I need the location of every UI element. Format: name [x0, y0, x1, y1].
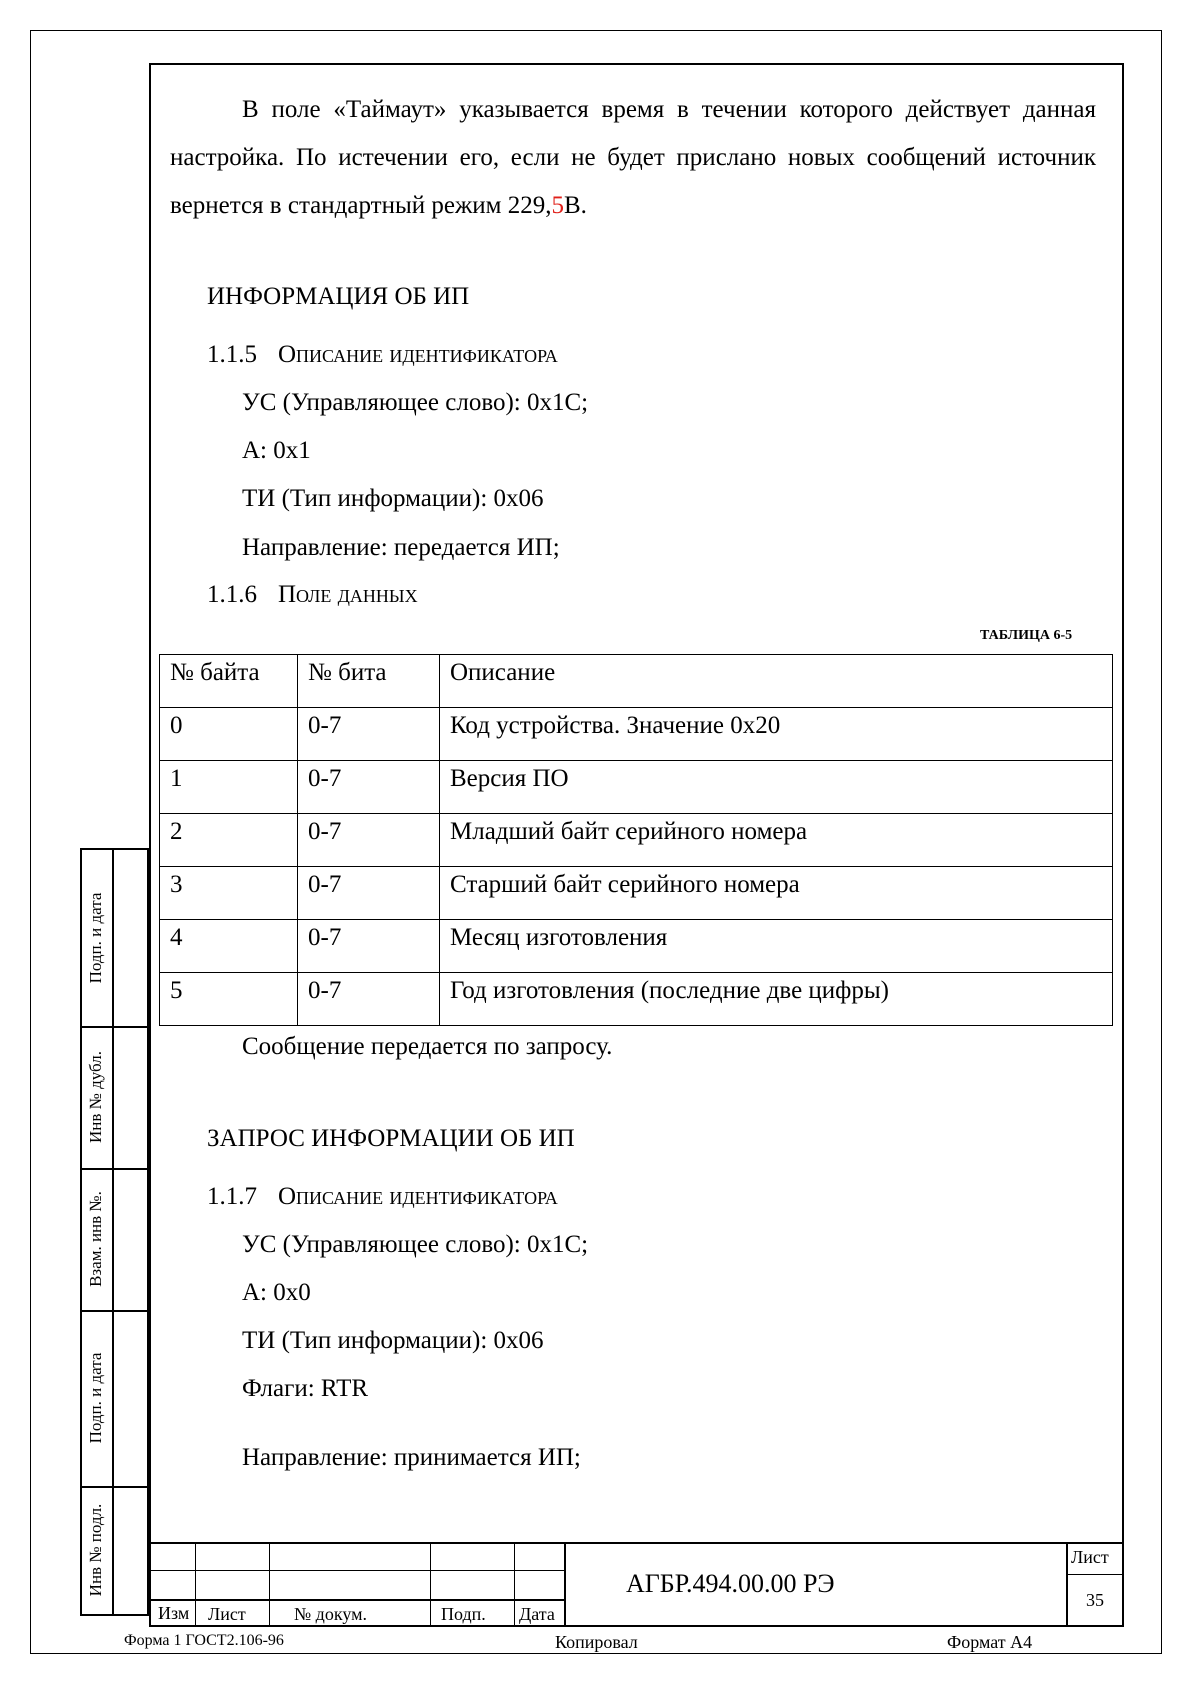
table-cell: Младший байт серийного номера	[440, 814, 1113, 867]
table-cell: 0-7	[298, 973, 440, 1026]
table-cell: 5	[160, 973, 298, 1026]
table-cell: 0-7	[298, 761, 440, 814]
section1-line-3: ТИ (Тип информации): 0x06	[242, 485, 544, 512]
stamp-col-izm: Изм	[158, 1603, 190, 1623]
side-strip	[80, 848, 149, 1616]
side-label-inv-dubl: Инв № дубл.	[86, 1051, 105, 1144]
table-row	[160, 761, 1113, 814]
intro-red-digit: 5	[551, 192, 564, 219]
side-label-sign-date-2: Подп. и дата	[86, 1352, 105, 1444]
sheet-number: 35	[1086, 1590, 1104, 1610]
table-header-cell: № байта	[160, 655, 298, 708]
table-cell: 4	[160, 920, 298, 973]
section2-line-3: ТИ (Тип информации): 0x06	[242, 1327, 544, 1354]
section2-direction: Направление: принимается ИП;	[242, 1444, 581, 1471]
section2-heading: ЗАПРОС ИНФОРМАЦИИ ОБ ИП	[207, 1125, 575, 1152]
section1-heading: ИНФОРМАЦИЯ ОБ ИП	[207, 283, 470, 310]
stamp-col-list: Лист	[208, 1604, 246, 1624]
table-cell: 0-7	[298, 867, 440, 920]
section1-sub1-number: 1.1.5	[207, 341, 257, 368]
section2-sub-number: 1.1.7	[207, 1183, 257, 1210]
table-row	[160, 708, 1113, 761]
side-label-sign-date-1: Подп. и дата	[86, 892, 105, 984]
stamp-col-sign: Подп.	[441, 1604, 486, 1624]
section1-line-4: Направление: передается ИП;	[242, 534, 560, 561]
data-table	[159, 654, 1113, 1026]
document-code: АГБР.494.00.00 РЭ	[626, 1569, 835, 1598]
section2-sub-title: Описание идентификатора	[278, 1183, 558, 1210]
section1-sub2-number: 1.1.6	[207, 581, 257, 608]
title-block	[149, 1542, 1124, 1627]
table-cell: Месяц изготовления	[440, 920, 1113, 973]
table-row	[160, 867, 1113, 920]
intro-text-end: В.	[563, 192, 587, 219]
table-cell: 2	[160, 814, 298, 867]
table-cell: 0	[160, 708, 298, 761]
side-label-vzam-inv: Взам. инв №.	[86, 1191, 105, 1287]
table-cell: 0-7	[298, 920, 440, 973]
table-cell: 1	[160, 761, 298, 814]
table-row	[160, 920, 1113, 973]
sheet-label: Лист	[1071, 1547, 1109, 1567]
table-cell: Версия ПО	[440, 761, 1113, 814]
table-cell: 0-7	[298, 814, 440, 867]
table-caption: ТАБЛИЦА 6-5	[980, 628, 1073, 643]
stamp-col-doc: № докум.	[294, 1604, 367, 1624]
intro-paragraph	[170, 86, 1096, 230]
table-header-row	[160, 655, 1113, 708]
section1-note: Сообщение передается по запросу.	[242, 1033, 613, 1060]
table-header-cell: Описание	[440, 655, 1113, 708]
table-row	[160, 973, 1113, 1026]
intro-text: В поле «Таймаут» указывается время в течении которого действует данная настройка. По истечении его, если не будет прислано новых сообщений источник вернется в стандартный режим 229,	[170, 96, 1096, 219]
section1-sub1-title: Описание идентификатора	[278, 341, 558, 368]
section2-line-2: А: 0x0	[242, 1279, 311, 1306]
table-cell: Код устройства. Значение 0x20	[440, 708, 1113, 761]
section1-line-2: А: 0x1	[242, 437, 311, 464]
stamp-col-date: Дата	[519, 1604, 555, 1624]
section2-line-1: УС (Управляющее слово): 0x1C;	[242, 1231, 589, 1258]
section1-line-1: УС (Управляющее слово): 0x1C;	[242, 389, 589, 416]
table-row	[160, 814, 1113, 867]
side-label-inv-podl: Инв № подл.	[86, 1503, 105, 1597]
footer-copied: Копировал	[555, 1632, 638, 1652]
footer-format: Формат А4	[947, 1632, 1033, 1652]
table-cell: 0-7	[298, 708, 440, 761]
section1-sub2-title: Поле данных	[278, 581, 418, 608]
footer-form: Форма 1 ГОСТ2.106-96	[124, 1632, 284, 1649]
table-cell: Год изготовления (последние две цифры)	[440, 973, 1113, 1026]
section2-line-4: Флаги: RTR	[242, 1375, 369, 1402]
table-cell: Старший байт серийного номера	[440, 867, 1113, 920]
table-header-cell: № бита	[298, 655, 440, 708]
table-cell: 3	[160, 867, 298, 920]
